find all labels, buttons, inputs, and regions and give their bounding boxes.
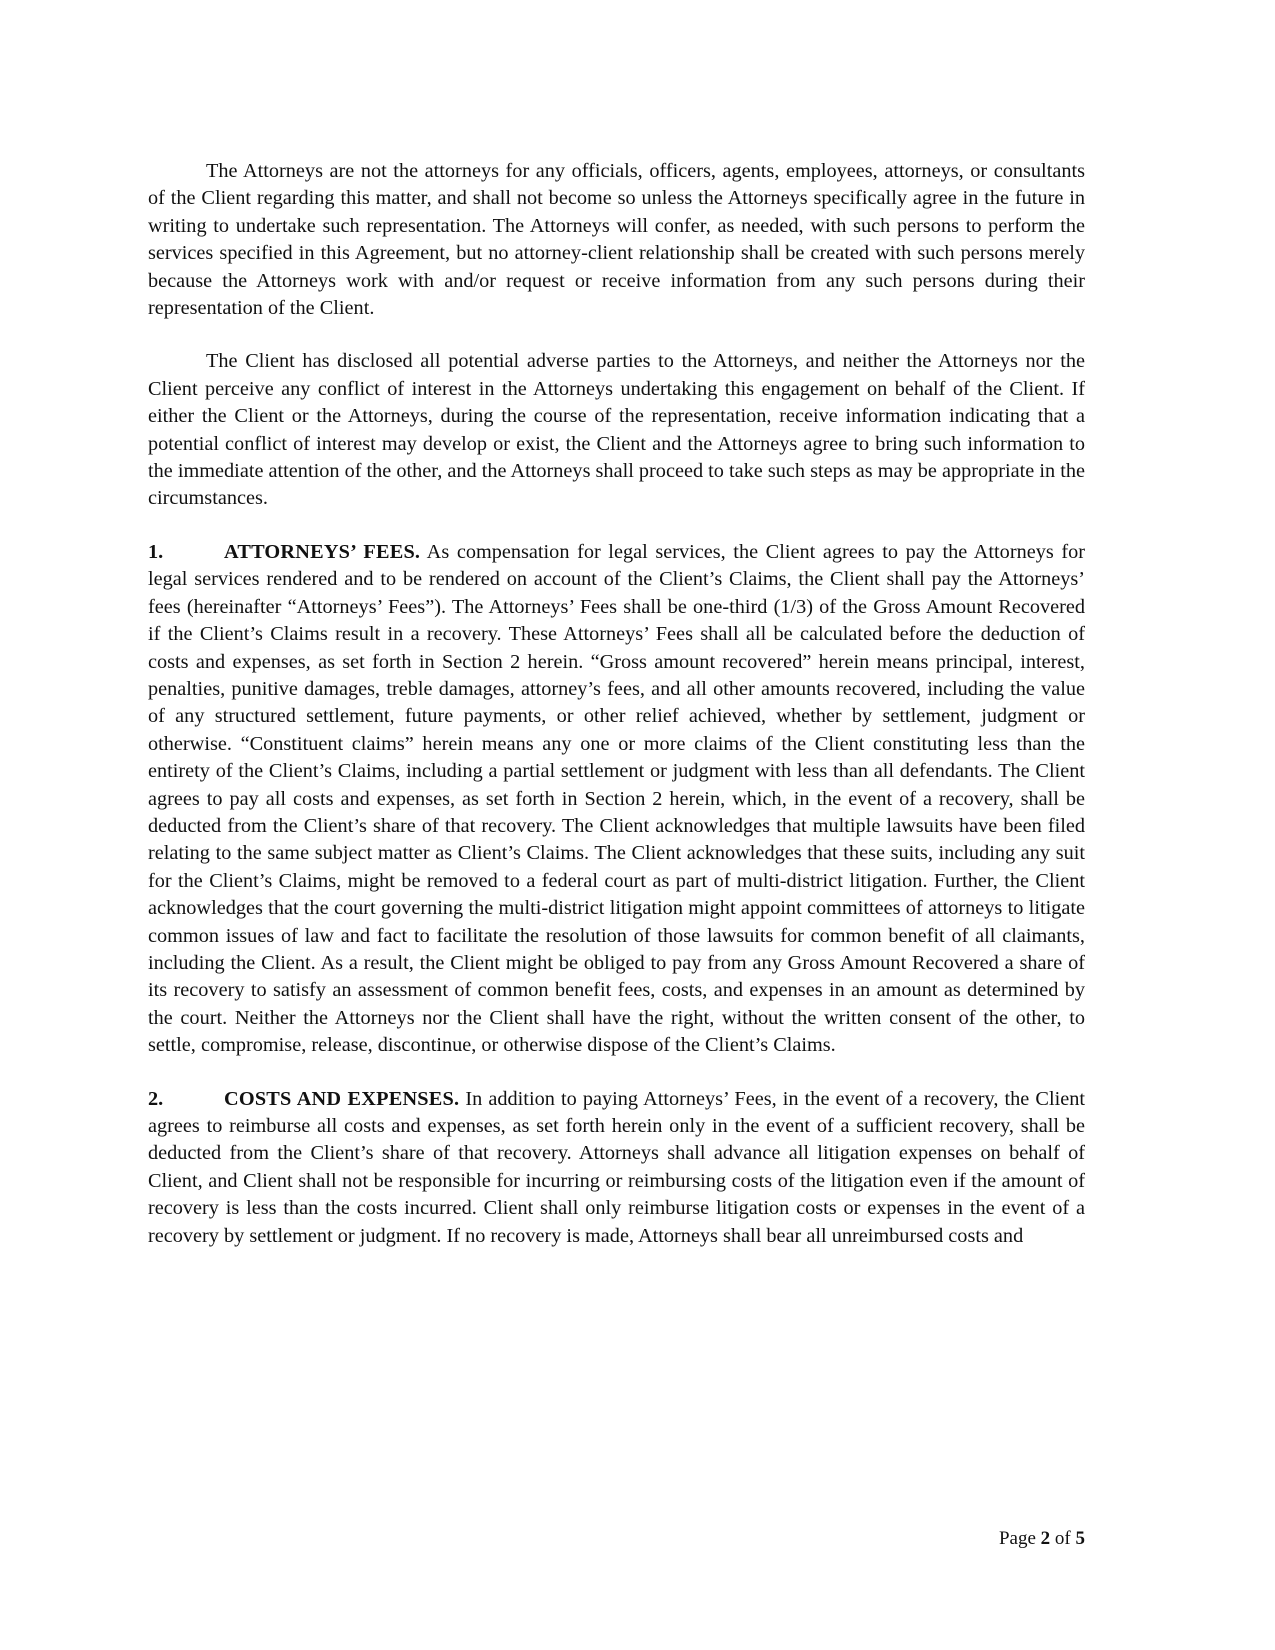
section-body-text: In addition to paying Attorneys’ Fees, in the event of a recovery, the Client agrees to reimburse all costs and expenses, as set forth herein only in the event of a sufficient recovery, shall be deducted from the Client’s share of that recovery. Attorneys shall advance all litigation expenses on behalf of Client, and Client shall not be responsible for incurring or reimbursing costs of the litigation even if the amount of recovery is less than the costs incurred. Client shall only reimburse litigation costs or expenses in the event of a recovery by settlement or judgment. If no recovery is made, Attorneys shall bear all unreimbursed costs and	[148, 1087, 1085, 1247]
section-attorneys-fees	[148, 539, 1085, 1060]
footer-total-pages: 5	[1075, 1528, 1085, 1549]
page-footer	[148, 1527, 1085, 1551]
paragraph-conflict-of-interest: The Client has disclosed all potential adverse parties to the Attorneys, and neither the Attorneys nor the Client perceive any conflict of interest in the Attorneys undertaking this engagement on behalf of the Client. If either the Client or the Attorneys, during the course of the representation, receive information indicating that a potential conflict of interest may develop or exist, the Client and the Attorneys agree to bring such information to the immediate attention of the other, and the Attorneys shall proceed to take such steps as may be appropriate in the circumstances.	[148, 350, 1085, 510]
section-number: 1.	[148, 540, 164, 563]
section-title: COSTS AND EXPENSES.	[224, 1087, 460, 1110]
section-body-text: As compensation for legal services, the Client agrees to pay the Attorneys for legal services rendered and to be rendered on account of the Client’s Claims, the Client shall pay the Attorneys’ fees (hereinafter “Attorneys’ Fees”). The Attorneys’ Fees shall be one-third (1/3) of the Gross Amount Recovered if the Client’s Claims result in a recovery. These Attorneys’ Fees shall all be calculated before the deduction of costs and expenses, as set forth in Section 2 herein. “Gross amount recovered” herein means principal, interest, penalties, punitive damages, treble damages, attorney’s fees, and all other amounts recovered, including the value of any structured settlement, future payments, or other relief achieved, whether by settlement, judgment or otherwise. “Constituent claims” herein means any one or more claims of the Client constituting less than the entirety of the Client’s Claims, including a partial settlement or judgment with less than all defendants. The Client agrees to pay all costs and expenses, as set forth in Section 2 herein, which, in the event of a recovery, shall be deducted from the Client’s share of that recovery. The Client acknowledges that multiple lawsuits have been filed relating to the same subject matter as Client’s Claims. The Client acknowledges that these suits, including any suit for the Client’s Claims, might be removed to a federal court as part of multi-district litigation. Further, the Client acknowledges that the court governing the multi-district litigation might appoint committees of attorneys to litigate common issues of law and fact to facilitate the resolution of those lawsuits for common benefit of all claimants, including the Client. As a result, the Client might be obliged to pay from any Gross Amount Recovered a share of its recovery to satisfy an assessment of common benefit fees, costs, and expenses in an amount as determined by the court. Neither the Attorneys nor the Client shall have the right, without the written consent of the other, to settle, compromise, release, discontinue, or otherwise dispose of the Client’s Claims.	[148, 540, 1085, 1057]
page-body	[148, 158, 1085, 1276]
section-costs-and-expenses	[148, 1086, 1085, 1250]
footer-page-number: 2	[1040, 1528, 1051, 1549]
section-title: ATTORNEYS’ FEES.	[224, 540, 421, 563]
footer-page-label: Page	[998, 1528, 1036, 1549]
section-number: 2.	[148, 1087, 164, 1110]
paragraph-attorneys-representation: The Attorneys are not the attorneys for any officials, officers, agents, employees, attorneys, or consultants of the Client regarding this matter, and shall not become so unless the Attorneys specifically agree in the future in writing to undertake such representation. The Attorneys will confer, as needed, with such persons to perform the services specified in this Agreement, but no attorney-client relationship shall be created with such persons merely because the Attorneys work with and/or request or receive information from any such persons during their representation of the Client.	[148, 160, 1085, 320]
footer-of-label: of	[1054, 1528, 1071, 1549]
